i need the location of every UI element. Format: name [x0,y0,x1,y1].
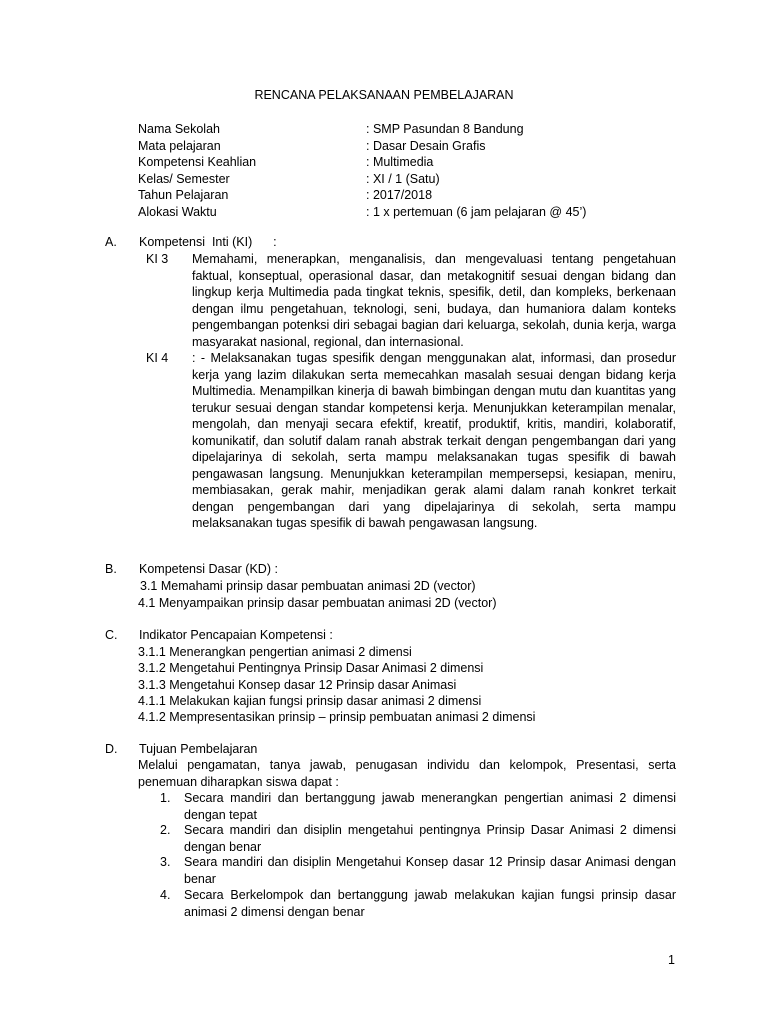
section-letter: B. [105,562,117,576]
section-title: Kompetensi Dasar (KD) : [139,562,278,576]
kd-item: 4.1 Menyampaikan prinsip dasar pembuatan animasi 2D (vector) [138,596,497,610]
goal-text: Secara mandiri dan disiplin mengetahui pentingnya Prinsip Dasar Animasi 2 dimensi dengan benar [184,823,676,854]
goal-text: Secara mandiri dan bertanggung jawab menerangkan pengertian animasi 2 dimensi dengan tepat [184,791,676,822]
goal-intro: Melalui pengamatan, tanya jawab, penugasan individu dan kelompok, Presentasi, serta penemuan diharapkan siswa dapat : [138,758,676,789]
ki3-text: Memahami, menerapkan, menganalisis, dan mengevaluasi tentang pengetahuan faktual, konseptual, operasional dasar, dan metakognitif sesuai dengan bidang dan lingkup kerja Multimedia pada tingkat teknis, spesifik, detil, dan kompleks, berkenaan dengan ilmu pengetahuan, teknologi, seni, budaya, dan humaniora dalam konteks pengembangan potenksi diri sebagai bagian dari keluarga, sekolah, dunia kerja, warga masyarakat nasional, regional, dan internasional. [192,252,676,349]
indicator-item: 4.1.2 Mempresentasikan prinsip – prinsip pembuatan animasi 2 dimensi [138,710,536,724]
identity-label: Mata pelajaran [138,138,221,153]
identity-value: : XI / 1 (Satu) [366,171,440,186]
identity-row [138,204,698,221]
ki4-text: : - Melaksanakan tugas spesifik dengan menggunakan alat, informasi, dan prosedur kerja yang lazim dilakukan serta memecahkan masalah sesuai dengan bidang kerja Multimedia. Menampilkan kinerja di bawah bimbingan dengan mutu dan kuantitas yang terukur sesuai dengan standar kompetensi kerja. Menunjukkan keterampilan menalar, mengolah, dan menyaji secara efektif, kreatif, produktif, kritis, mandiri, kolaboratif, komunikatif, dan solutif dalam ranah abstrak terkait dengan pengembangan dari yang dipelajarinya di sekolah, serta mampu melaksanakan tugas spesifik di bawah pengawasan langsung. Menunjukkan keterampilan mempersepsi, kesiapan, meniru, membiasakan, gerak mahir, menjadikan gerak alami dalam ranah konkret terkait dengan pengembangan dari yang dipelajarinya di sekolah, serta mampu melaksanakan tugas spesifik di bawah pengawasan langsung. [192,351,676,530]
identity-table [138,121,698,220]
section-title: Tujuan Pembelajaran [139,742,258,756]
identity-value: : Dasar Desain Grafis [366,138,486,153]
indicator-item: 4.1.1 Melakukan kajian fungsi prinsip dasar animasi 2 dimensi [138,694,482,708]
section-title: Kompetensi Inti (KI) : [139,235,277,249]
page-number: 1 [668,953,675,967]
identity-label: Nama Sekolah [138,122,220,136]
identity-row [138,121,698,138]
goal-number: 4. [160,888,171,902]
identity-value: : Multimedia [366,155,434,169]
identity-label: Alokasi Waktu [138,204,217,219]
section-letter: A. [105,235,117,249]
indicator-item: 3.1.1 Menerangkan pengertian animasi 2 dimensi [138,645,412,659]
section-letter: D. [105,742,118,756]
goal-number: 3. [160,855,171,869]
identity-label: Kompetensi Keahlian [138,155,257,169]
section-letter: C. [105,628,118,642]
section-b-heading [105,561,705,578]
identity-value: : 1 x pertemuan (6 jam pelajaran @ 45’) [366,204,587,219]
goal-text: Seara mandiri dan disiplin Mengetahui Konsep dasar 12 Prinsip dasar Animasi dengan benar [184,855,676,886]
section-c-heading [105,627,705,644]
identity-row [138,154,698,171]
ki4-label: KI 4 [146,351,169,365]
identity-value: : SMP Pasundan 8 Bandung [366,122,524,136]
section-d-heading [105,741,705,758]
identity-value: : 2017/2018 [366,188,433,202]
goal-number: 2. [160,823,171,837]
document-title: RENCANA PELAKSANAAN PEMBELAJARAN [254,88,514,102]
identity-row [138,138,698,155]
section-title: Indikator Pencapaian Kompetensi : [139,628,333,642]
identity-label: Tahun Pelajaran [138,188,229,202]
identity-row [138,171,698,188]
goal-number: 1. [160,791,171,805]
indicator-item: 3.1.2 Mengetahui Pentingnya Prinsip Dasar Animasi 2 dimensi [138,661,484,675]
goal-text: Secara Berkelompok dan bertanggung jawab melakukan kajian fungsi prinsip dasar animasi 2 dimensi dengan benar [184,888,676,919]
indicator-item: 3.1.3 Mengetahui Konsep dasar 12 Prinsip dasar Animasi [138,678,457,692]
section-a-heading [105,234,705,251]
kd-item: 3.1 Memahami prinsip dasar pembuatan animasi 2D (vector) [140,579,476,593]
identity-row [138,187,698,204]
identity-label: Kelas/ Semester [138,171,230,186]
ki3-label: KI 3 [146,252,169,266]
